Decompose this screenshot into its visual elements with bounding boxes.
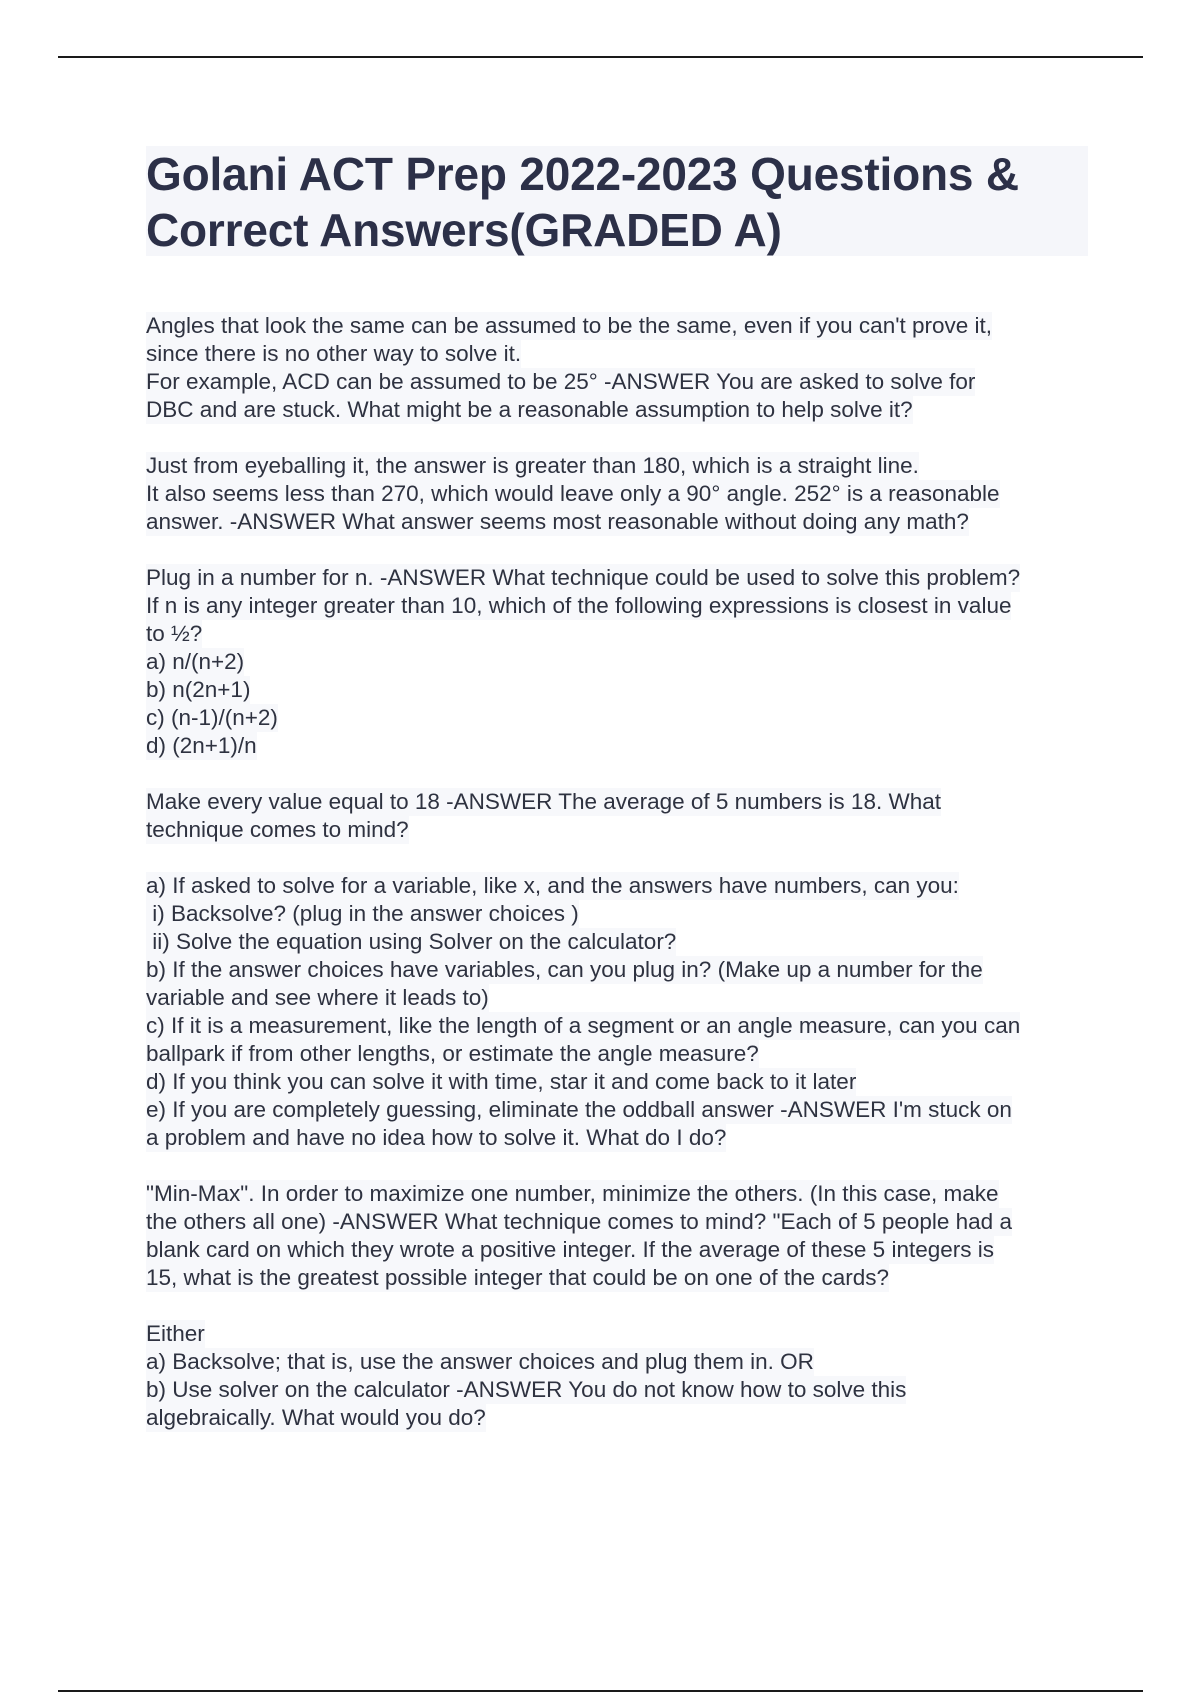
qa-text-line: c) (n-1)/(n+2) xyxy=(146,705,278,730)
qa-text-line: b) n(2n+1) xyxy=(146,677,251,702)
qa-text-line: Either xyxy=(146,1321,205,1346)
qa-text-line: a) Backsolve; that is, use the answer choices and plug them in. OR xyxy=(146,1349,814,1374)
qa-text-line: DBC and are stuck. What might be a reasonable assumption to help solve it? xyxy=(146,397,913,422)
qa-text-line: blank card on which they wrote a positive integer. If the average of these 5 integers is xyxy=(146,1237,994,1262)
qa-paragraph xyxy=(146,788,1106,844)
qa-text-line: b) Use solver on the calculator -ANSWER You do not know how to solve this xyxy=(146,1377,907,1402)
qa-text-line: ballpark if from other lengths, or estimate the angle measure? xyxy=(146,1041,759,1066)
qa-paragraph xyxy=(146,1180,1106,1292)
qa-text-line: d) If you think you can solve it with time, star it and come back to it later xyxy=(146,1069,857,1094)
qa-text-line: For example, ACD can be assumed to be 25° -ANSWER You are asked to solve for xyxy=(146,369,976,394)
qa-text-line: ii) Solve the equation using Solver on the calculator? xyxy=(146,929,677,954)
qa-text-line: since there is no other way to solve it. xyxy=(146,341,522,366)
document-title-line: Golani ACT Prep 2022-2023 Questions & xyxy=(146,148,1019,200)
qa-text-line: a) n/(n+2) xyxy=(146,649,245,674)
qa-paragraph xyxy=(146,872,1106,1152)
qa-text-line: technique comes to mind? xyxy=(146,817,409,842)
document-body xyxy=(146,312,1106,1460)
qa-text-line: Just from eyeballing it, the answer is greater than 180, which is a straight line. xyxy=(146,453,919,478)
qa-paragraph xyxy=(146,564,1106,760)
qa-text-line: variable and see where it leads to) xyxy=(146,985,489,1010)
qa-text-line: 15, what is the greatest possible integer that could be on one of the cards? xyxy=(146,1265,889,1290)
qa-text-line: d) (2n+1)/n xyxy=(146,733,257,758)
qa-text-line: to ½? xyxy=(146,621,203,646)
qa-text-line: e) If you are completely guessing, eliminate the oddball answer -ANSWER I'm stuck on xyxy=(146,1097,1012,1122)
qa-text-line: b) If the answer choices have variables, can you plug in? (Make up a number for the xyxy=(146,957,983,982)
qa-paragraph xyxy=(146,452,1106,536)
qa-paragraph xyxy=(146,1320,1106,1432)
qa-text-line: answer. -ANSWER What answer seems most reasonable without doing any math? xyxy=(146,509,969,534)
qa-text-line: c) If it is a measurement, like the length of a segment or an angle measure, can you can xyxy=(146,1013,1021,1038)
qa-text-line: "Min-Max". In order to maximize one number, minimize the others. (In this case, make xyxy=(146,1181,999,1206)
qa-text-line: algebraically. What would you do? xyxy=(146,1405,486,1430)
page-bottom-rule xyxy=(58,1690,1143,1692)
qa-text-line: If n is any integer greater than 10, which of the following expressions is closest in value xyxy=(146,593,1012,618)
qa-text-line: Plug in a number for n. -ANSWER What technique could be used to solve this problem? xyxy=(146,565,1021,590)
page-top-rule xyxy=(58,56,1143,58)
document-title-line: Correct Answers(GRADED A) xyxy=(146,204,782,256)
qa-text-line: Angles that look the same can be assumed to be the same, even if you can't prove it, xyxy=(146,313,993,338)
qa-text-line: a) If asked to solve for a variable, like x, and the answers have numbers, can you: xyxy=(146,873,959,898)
qa-text-line: a problem and have no idea how to solve it. What do I do? xyxy=(146,1125,727,1150)
title-block xyxy=(146,146,1088,256)
qa-text-line: Make every value equal to 18 -ANSWER The average of 5 numbers is 18. What xyxy=(146,789,941,814)
qa-text-line: the others all one) -ANSWER What technique comes to mind? "Each of 5 people had a xyxy=(146,1209,1012,1234)
qa-paragraph xyxy=(146,312,1106,424)
qa-text-line: i) Backsolve? (plug in the answer choices ) xyxy=(146,901,579,926)
qa-text-line: It also seems less than 270, which would leave only a 90° angle. 252° is a reasonable xyxy=(146,481,1000,506)
document-title xyxy=(146,146,1088,258)
